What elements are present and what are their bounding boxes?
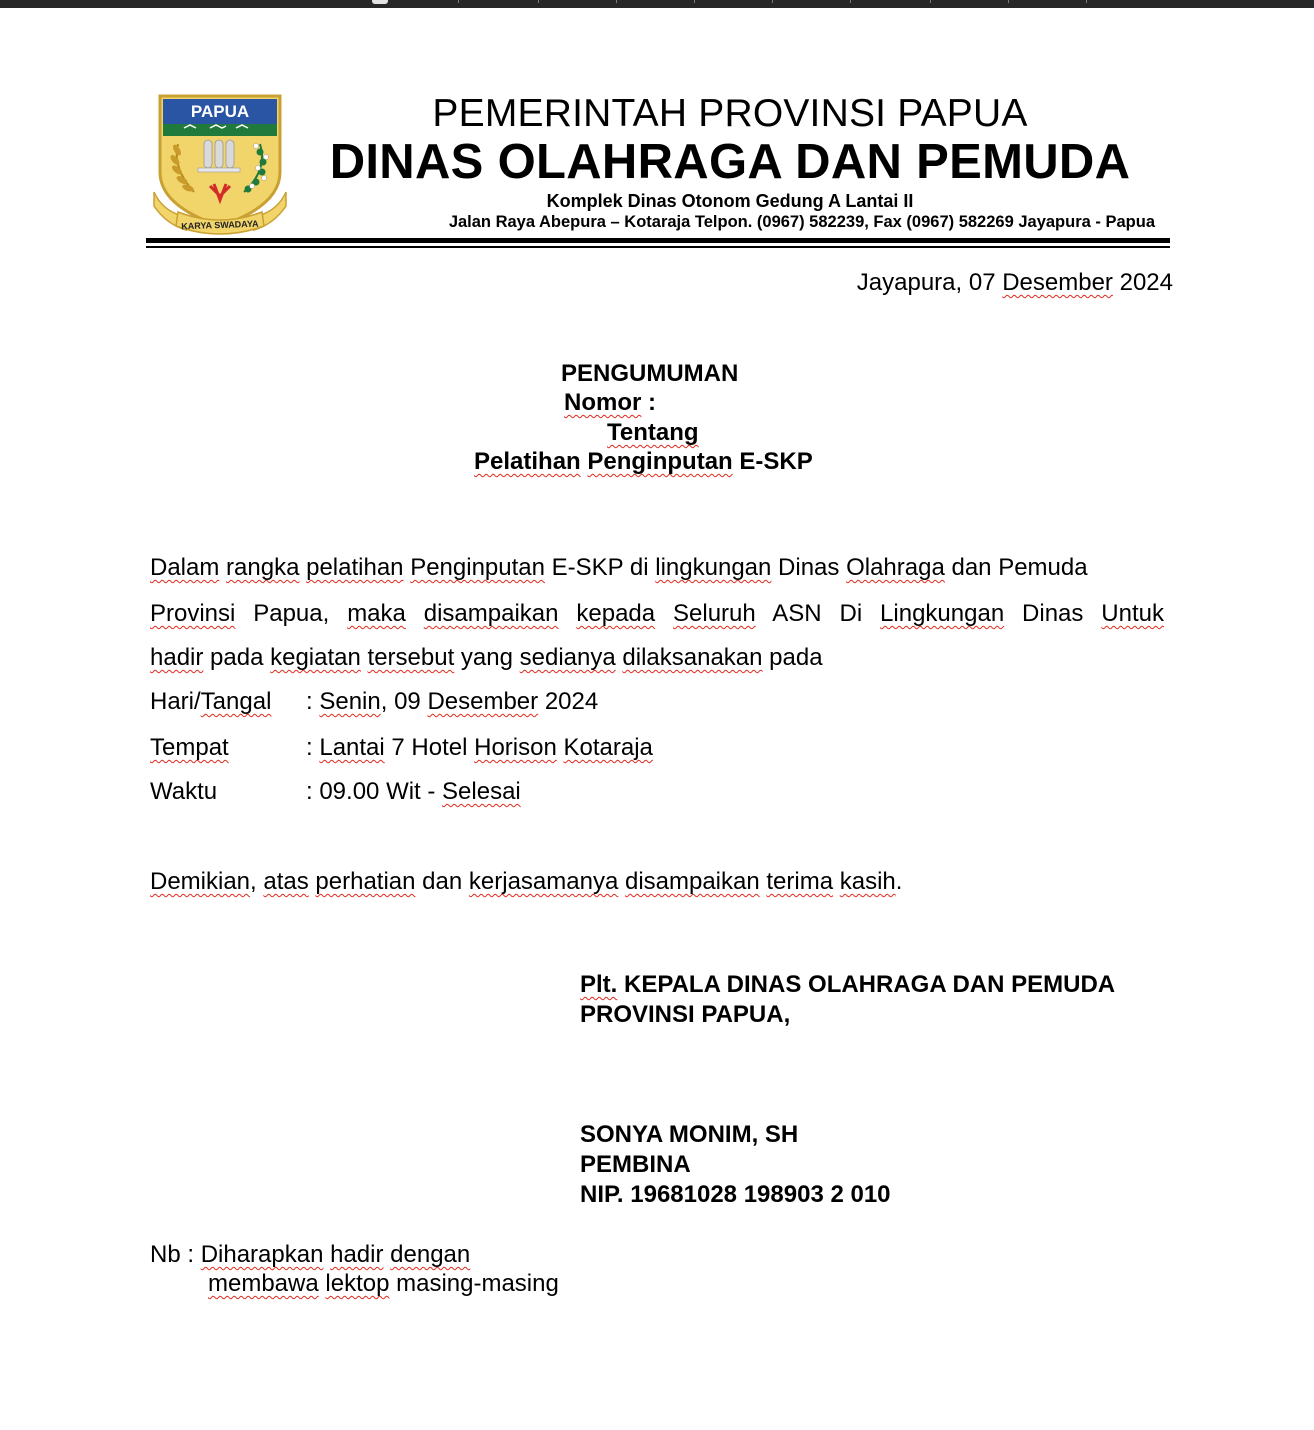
letterhead-rule-thin [146, 246, 1170, 248]
spelling-error-word: disampaikan [624, 868, 760, 895]
ruler-tick [694, 0, 695, 3]
letter-date: Jayapura, 07 Desember 2024 [856, 269, 1173, 296]
text-run: Dinas [771, 554, 847, 581]
signatory-name: SONYA MONIM, SH [580, 1121, 799, 1148]
text-run: masing-masing [389, 1270, 559, 1297]
ruler-tick [1008, 0, 1009, 3]
ruler-tick [772, 0, 773, 3]
logo-ribbon-text: KARYA SWADAYA [181, 218, 259, 232]
text-run: ASN Di [755, 600, 881, 627]
spelling-error-word: pelatihan [306, 554, 404, 581]
spelling-error-word: Desember [427, 688, 539, 715]
text-run: : [306, 688, 320, 715]
spelling-error-word: disampaikan [423, 600, 559, 627]
text-run: . [895, 868, 903, 895]
spelling-error-word: hadir [150, 644, 204, 671]
text-run [655, 600, 673, 627]
signatory-title-line2: PROVINSI PAPUA, [580, 1001, 791, 1028]
text-run: 7 Hotel [384, 734, 475, 761]
spelling-error-word: hadir [330, 1241, 384, 1268]
announcement-number: Nomor : [564, 389, 657, 416]
spelling-error-word: Olahraga [846, 554, 945, 581]
ruler-tick [458, 0, 459, 3]
text-run: yang [454, 644, 520, 671]
body-paragraph-line-1 [150, 553, 1164, 583]
detail-value [306, 778, 521, 805]
spelling-error-word: terima [766, 868, 834, 895]
spelling-error-word: kerjasamanya [468, 868, 619, 895]
signatory-nip: NIP. 19681028 198903 2 010 [580, 1181, 891, 1208]
spelling-error-word: Demikian [150, 868, 251, 895]
agency-address-line2: Jalan Raya Abepura – Kotaraja Telpon. (0967) 582239, Fax (0967) 582269 Jayapura - Papua [448, 213, 1155, 231]
spelling-error-word: Selesai [442, 778, 521, 805]
agency-address-line1: Komplek Dinas Otonom Gedung A Lantai II [546, 191, 914, 211]
spelling-error-word: Desember [1002, 269, 1113, 296]
text-run: Nb : [150, 1241, 201, 1268]
papua-coat-of-arms-logo [152, 88, 288, 238]
text-run [618, 868, 625, 895]
top-ruler-bar [0, 0, 1314, 8]
spelling-error-word: perhatian [315, 868, 416, 895]
detail-label: Hari/Tangal [150, 688, 272, 715]
spelling-error-word: Lantai [319, 734, 385, 761]
ruler-tick [538, 0, 539, 3]
text-run: : [306, 734, 320, 761]
document-page[interactable] [0, 8, 1314, 1430]
spelling-error-word: dilaksanakan [622, 644, 763, 671]
spelling-error-word: Senin [319, 688, 381, 715]
text-run: 2024 [538, 688, 599, 715]
text-run [406, 600, 424, 627]
spelling-error-word: maka [347, 600, 406, 627]
text-run: pada [762, 644, 823, 671]
spelling-error-word: kegiatan [270, 644, 361, 671]
spelling-error-word: Lingkungan [880, 600, 1005, 627]
closing-sentence [150, 867, 902, 897]
spelling-error-word: Seluruh [673, 600, 756, 627]
text-run [833, 868, 840, 895]
text-run: pada [203, 644, 271, 671]
signatory-rank: PEMBINA [580, 1151, 691, 1178]
detail-value [306, 734, 653, 761]
detail-value [306, 688, 598, 715]
ruler-tick [850, 0, 851, 3]
ruler-tick [930, 0, 931, 3]
spelling-error-word: dengan [390, 1241, 471, 1268]
text-run: , [250, 868, 264, 895]
spelling-error-word: Kotaraja [563, 734, 653, 761]
announcement-about-label: Tentang [607, 419, 699, 446]
spelling-error-word: Penginputan [410, 554, 545, 581]
signatory-title: Plt. KEPALA DINAS OLAHRAGA DAN PEMUDA [580, 971, 1116, 998]
ruler-tick [616, 0, 617, 3]
spelling-error-word: Dalam [150, 554, 220, 581]
text-run: dan Pemuda [944, 554, 1088, 581]
body-paragraph-line-3 [150, 643, 1164, 673]
text-run: dan [415, 868, 469, 895]
body-paragraph-line-2 [150, 599, 1164, 629]
spelling-error-word: kasih [839, 868, 896, 895]
detail-row-place [150, 733, 653, 763]
ruler-indent-handle[interactable] [372, 0, 388, 4]
spelling-error-word: lingkungan [655, 554, 772, 581]
text-run: , 09 [380, 688, 428, 715]
spelling-error-word: lektop [325, 1270, 390, 1297]
spelling-error-word: membawa [208, 1270, 319, 1297]
text-run: : 09.00 Wit - [306, 778, 443, 805]
note-line-1 [150, 1240, 470, 1270]
spelling-error-word: tersebut [367, 644, 455, 671]
spelling-error-word: kepada [576, 600, 656, 627]
text-run [557, 734, 564, 761]
text-run: Dinas [1004, 600, 1102, 627]
spelling-error-word: Untuk [1101, 600, 1164, 627]
text-run: E-SKP di [544, 554, 656, 581]
spelling-error-word: atas [263, 868, 309, 895]
text-run [559, 600, 577, 627]
spelling-error-word: sedianya [519, 644, 616, 671]
detail-row-time [150, 777, 521, 807]
spelling-error-word: rangka [226, 554, 300, 581]
ruler-tick [1086, 0, 1087, 3]
text-run [361, 644, 368, 671]
letterhead-rule-thick [146, 238, 1170, 243]
announcement-subject: Pelatihan Penginputan E-SKP [474, 448, 813, 475]
detail-label: Tempat [150, 734, 229, 761]
logo-top-text: PAPUA [190, 102, 250, 121]
spelling-error-word: Diharapkan [200, 1241, 324, 1268]
announcement-heading: PENGUMUMAN [561, 360, 739, 387]
spelling-error-word: Provinsi [150, 600, 236, 627]
detail-label: Waktu [150, 778, 218, 805]
note-line-2 [208, 1269, 559, 1299]
government-name: PEMERINTAH PROVINSI PAPUA [432, 92, 1028, 135]
agency-name: DINAS OLAHRAGA DAN PEMUDA [329, 135, 1131, 189]
detail-row-date [150, 687, 598, 717]
spelling-error-word: Horison [474, 734, 557, 761]
text-run: Papua, [235, 600, 348, 627]
